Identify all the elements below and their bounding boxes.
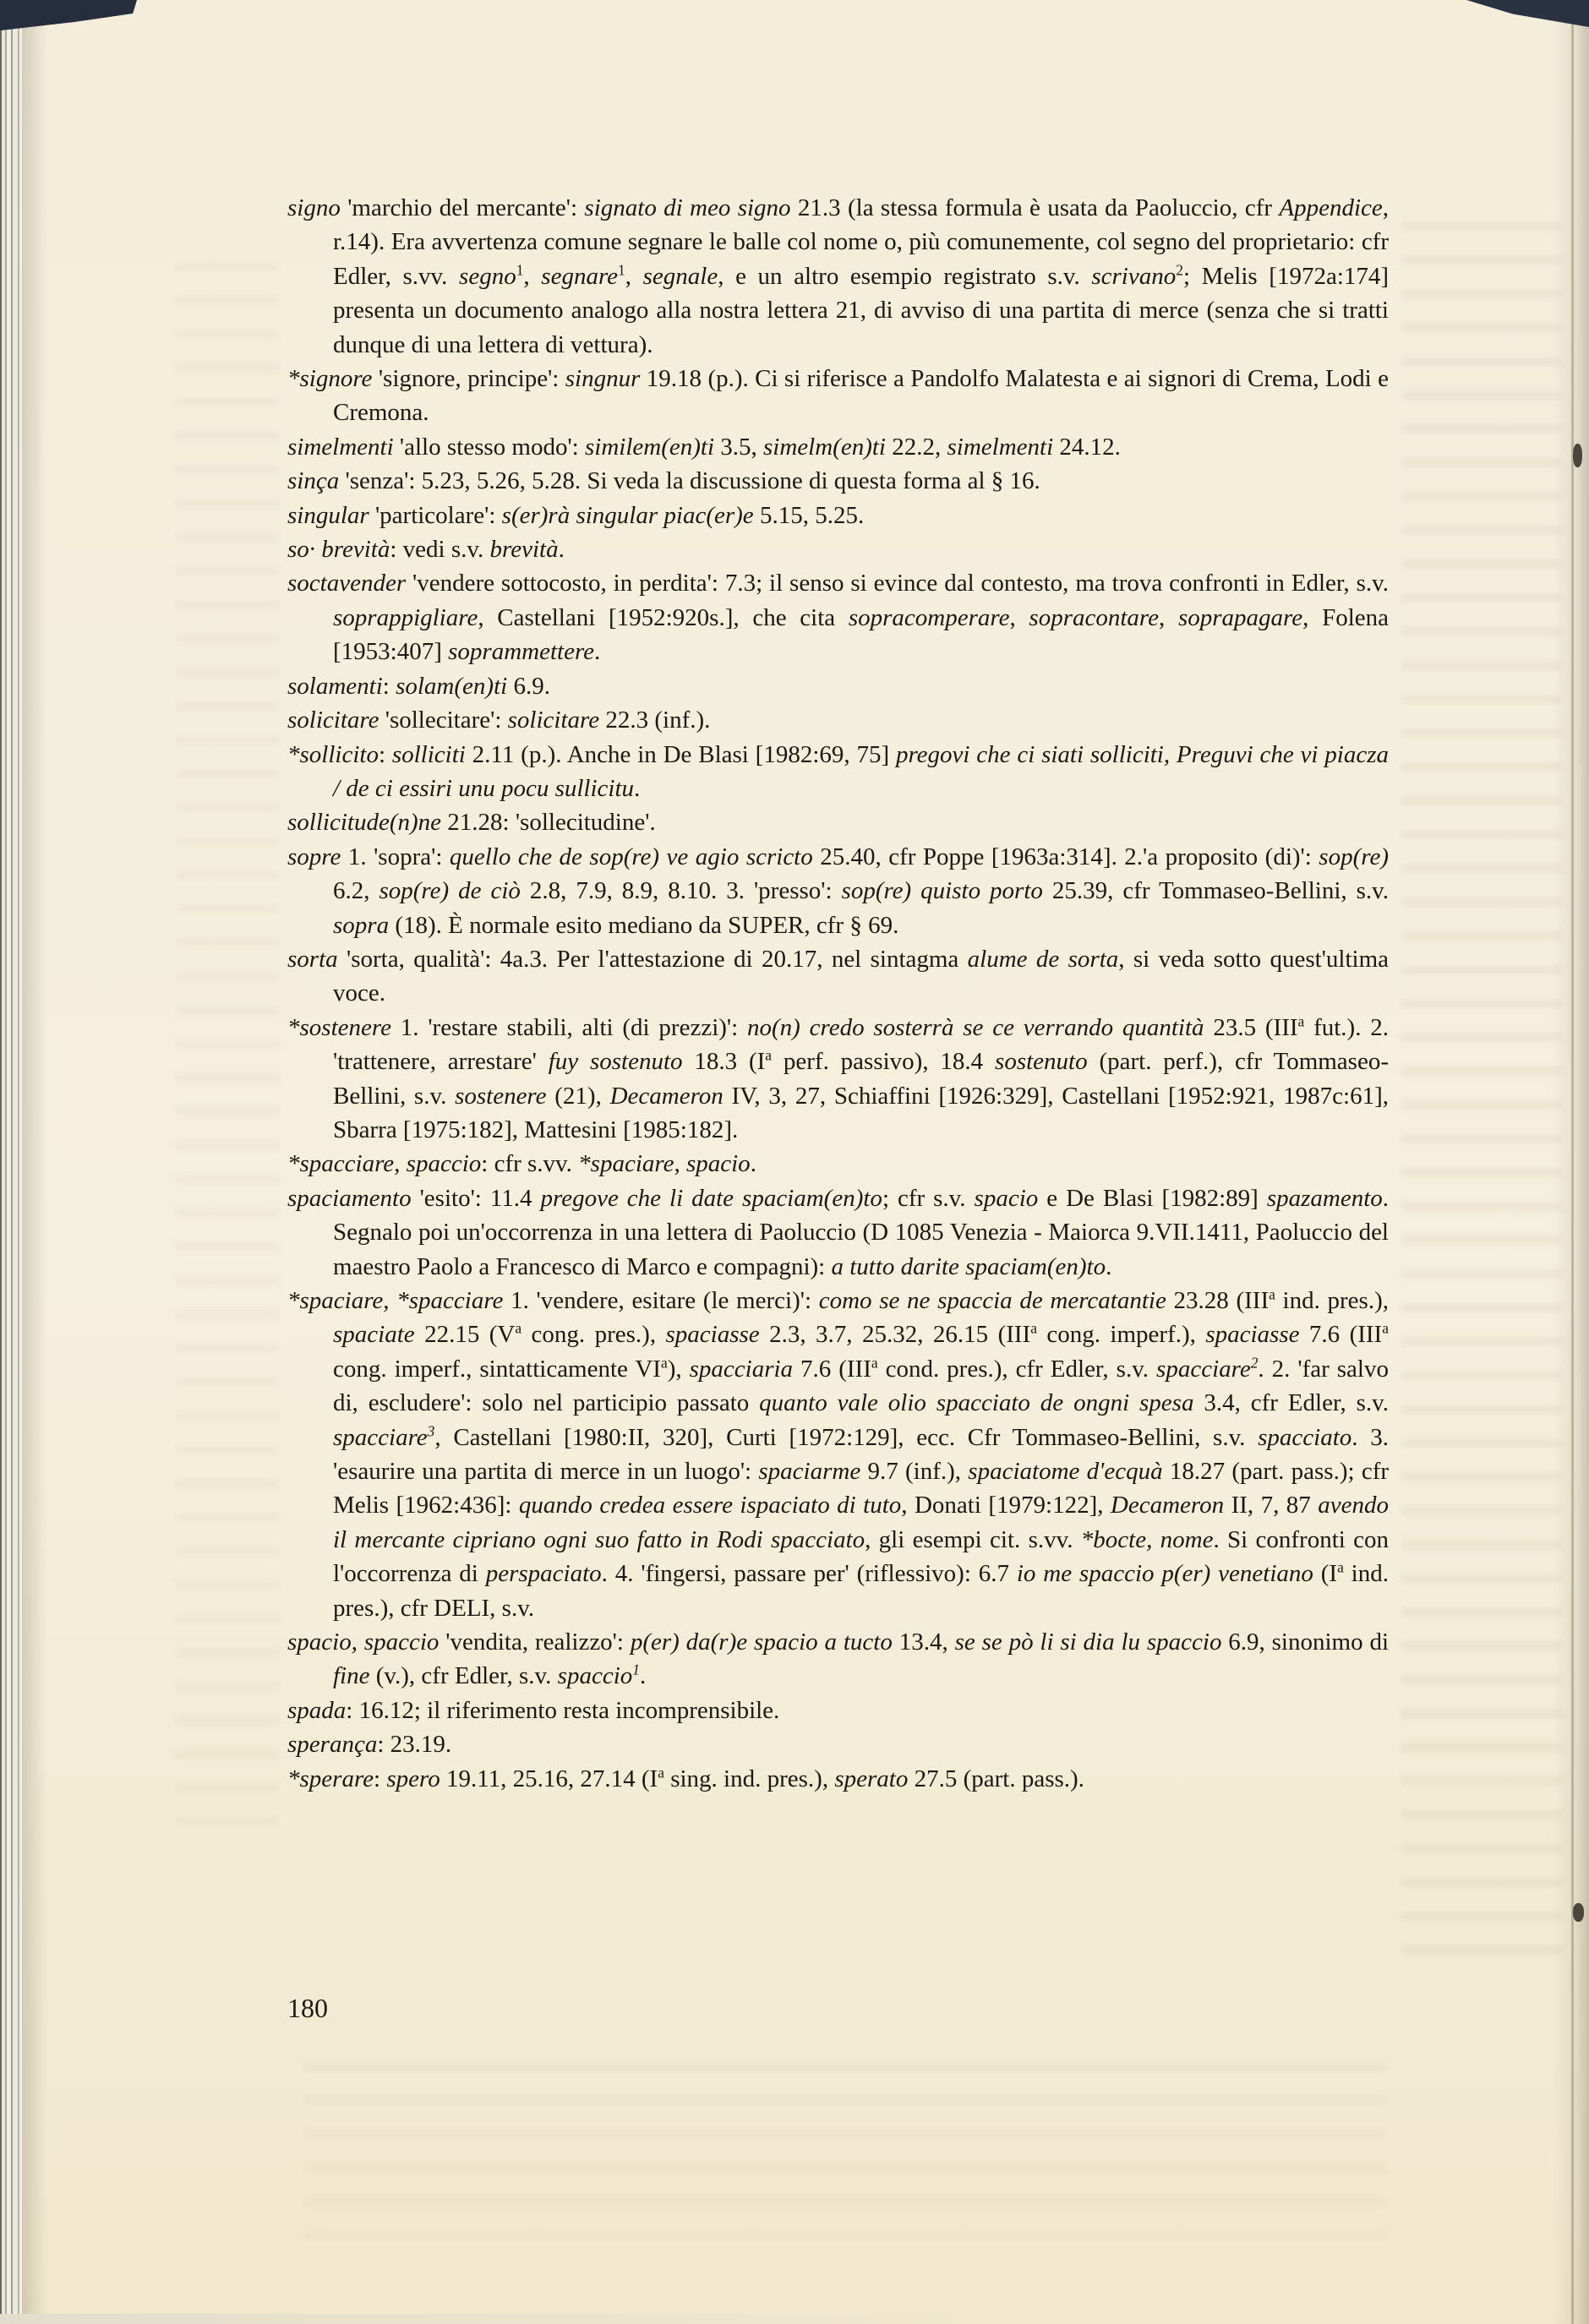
- glossary-entry: sollicitude(n)ne 21.28: 'sollecitudine'.: [287, 809, 656, 837]
- glossary-entry: *sollicito: solliciti 2.11 (p.). Anche in De Blasi [1982:69, 75] pregovi che ci siati solliciti, Preguvi che vi piacza / de ci essiri unu pocu sullicitu.: [287, 740, 1390, 802]
- glossary-entry: *sperare: spero 19.11, 25.16, 27.14 ($I^a$ sing. ind. pres.), sperato 27.5 (part. pass.).: [287, 1764, 1084, 1792]
- glossary-entry: simelmenti 'allo stesso modo': similem(en)ti 3.5, simelm(en)ti 22.2, simelmenti 24.12.: [287, 433, 1121, 461]
- glossary-entry: spaciamento 'esito': 11.4 pregove che li date spaciam(en)to; cfr s.v. spacio e De Blasi [1982:89] spazamento. Segnalo poi un'occorrenza in una lettera di Paoluccio (D 1085 Venezia - Maiorca 9.VII.1411, Paoluccio del maestro Paolo a Francesco di Marco e compagni): a tutto darite spaciam(en)to.: [287, 1184, 1390, 1280]
- bottom-page-edge: [0, 2314, 980, 2324]
- glossary-entry: *spaciare, *spacciare 1. 'vendere, esitare (le merci)': como se ne spaccia de mercatantie 23.28 (III$^a$ ind. pres.), spaciate 22.15 ($V^a$ cong. pres.), spaciasse 2.3, 3.7, 25.32, 26.15 (III$^a$ cong. imperf.), spaciasse 7.6 (III$^a$ cong. imperf., sintatticamente $VI^a$), spacciaria 7.6 (III$^a$ cond. pres.), cfr Edler, s.v. spacciare$^2$. 2. 'far salvo di, escludere': solo nel participio passato quanto vale olio spacciato de ongni spesa 3.4, cfr Edler, s.v. spacciare$^3$, Castellani [1980:II, 320], Curti [1972:129], ecc. Cfr Tommaseo-Bellini, s.v. spacciato. 3. 'esaurire una partita di merce in un luogo': spaciarme 9.7 (inf.), spaciatome d'ecquà 18.27 (part. pass.); cfr Melis [1962:436]: quando credea essere ispaciato di tuto, Donati [1979:122], Decameron II, 7, 87 avendo il mercante cipriano ogni suo fatto in Rodi spacciato, gli esempi cit. s.vv. *bocte, nome. Si confronti con l'occorrenza di perspaciato. 4. 'fingersi, passare per' (riflessivo): 6.7 io me spaccio p(er) venetiano ($I^a$ ind. pres.), cfr DELI, s.v.: [287, 1285, 1390, 1622]
- glossary-entry: signo 'marchio del mercante': signato di meo signo 21.3 (la stessa formula è usata da Paoluccio, cfr Appendice, r.14). Era avvertenza comune segnare le balle col nome o, più comunemente, col segno del proprietario: cfr Edler, s.vv. segno$^1$, segnare$^1$, segnale, e un altro esempio registrato s.v. scrivano$^2$; Melis [1972a:174] presenta un documento analogo alla nostra lettera 21, di avviso di una partita di merce (senza che si tratti dunque di una lettera di vettura).: [287, 194, 1390, 358]
- glossary-entry: *sostenere 1. 'restare stabili, alti (di prezzi)': no(n) credo sosterrà se ce verrando quantità 23.5 (III$^a$ fut.). 2. 'trattenere, arrestare' fuy sostenuto 18.3 ($I^a$ perf. passivo), 18.4 sostenuto (part. perf.), cfr Tommaseo-Bellini, s.v. sostenere (21), Decameron IV, 3, 27, Schiaffini [1926:329], Castellani [1952:921, 1987c:61], Sbarra [1975:182], Mattesini [1985:182].: [287, 1012, 1389, 1143]
- glossary-entry: solamenti: solam(en)ti 6.9.: [287, 672, 550, 700]
- glossary-entry: sopre 1. 'sopra': quello che de sop(re) ve agio scricto 25.40, cfr Poppe [1963a:314]. 2.'a proposito (di)': sop(re) 6.2, sop(re) de ciò 2.8, 7.9, 8.9, 8.10. 3. 'presso': sop(re) quisto porto 25.39, cfr Tommaseo-Bellini, s.v. sopra (18). È normale esito mediano da SUPER, cfr § 69.: [287, 843, 1390, 939]
- glossary-entry: sorta 'sorta, qualità': 4a.3. Per l'attestazione di 20.17, nel sintagma alume de sorta, si veda sotto quest'ultima voce.: [287, 945, 1390, 1007]
- glossary-entries: [287, 191, 1389, 1796]
- glossary-entry: soctavender 'vendere sottocosto, in perdita': 7.3; il senso si evince dal contesto, ma trova confronti in Edler, s.v. soprappigliare, Castellani [1952:920s.], che cita sopracomperare, sopracontare, soprapagare, Folena [1953:407] soprammettere.: [287, 570, 1389, 666]
- glossary-entry: solicitare 'sollecitare': solicitare 22.3 (inf.).: [287, 706, 711, 734]
- glossary-entry: so· brevità: vedi s.v. brevità.: [287, 536, 565, 564]
- glossary-entry: sinça 'senza': 5.23, 5.26, 5.28. Si veda la discussione di questa forma al § 16.: [287, 467, 1040, 495]
- page-edge-line: [1571, 0, 1574, 2324]
- scan-speck: [1573, 444, 1582, 467]
- glossary-entry: *signore 'signore, principe': singnur 19.18 (p.). Ci si riferisce a Pandolfo Malatesta e ai signori di Crema, Lodi e Cremona.: [287, 365, 1389, 427]
- glossary-entry: *spacciare, spaccio: cfr s.vv. *spaciare, spacio.: [287, 1150, 756, 1178]
- glossary-entry: sperança: 23.19.: [287, 1731, 452, 1759]
- glossary-entry: spada: 16.12; il riferimento resta incomprensibile.: [287, 1696, 780, 1724]
- glossary-entry: spacio, spaccio 'vendita, realizzo': p(er) da(r)e spacio a tucto 13.4, se se pò li si dia lu spaccio 6.9, sinonimo di fine (v.), cfr Edler, s.v. spaccio$^1$.: [287, 1628, 1390, 1690]
- scan-speck: [1573, 1903, 1584, 1922]
- glossary-entry: singular 'particolare': s(er)rà singular piac(er)e 5.15, 5.25.: [287, 501, 865, 529]
- page-number: 180: [287, 1993, 328, 2023]
- book-page-edges: [0, 0, 24, 2324]
